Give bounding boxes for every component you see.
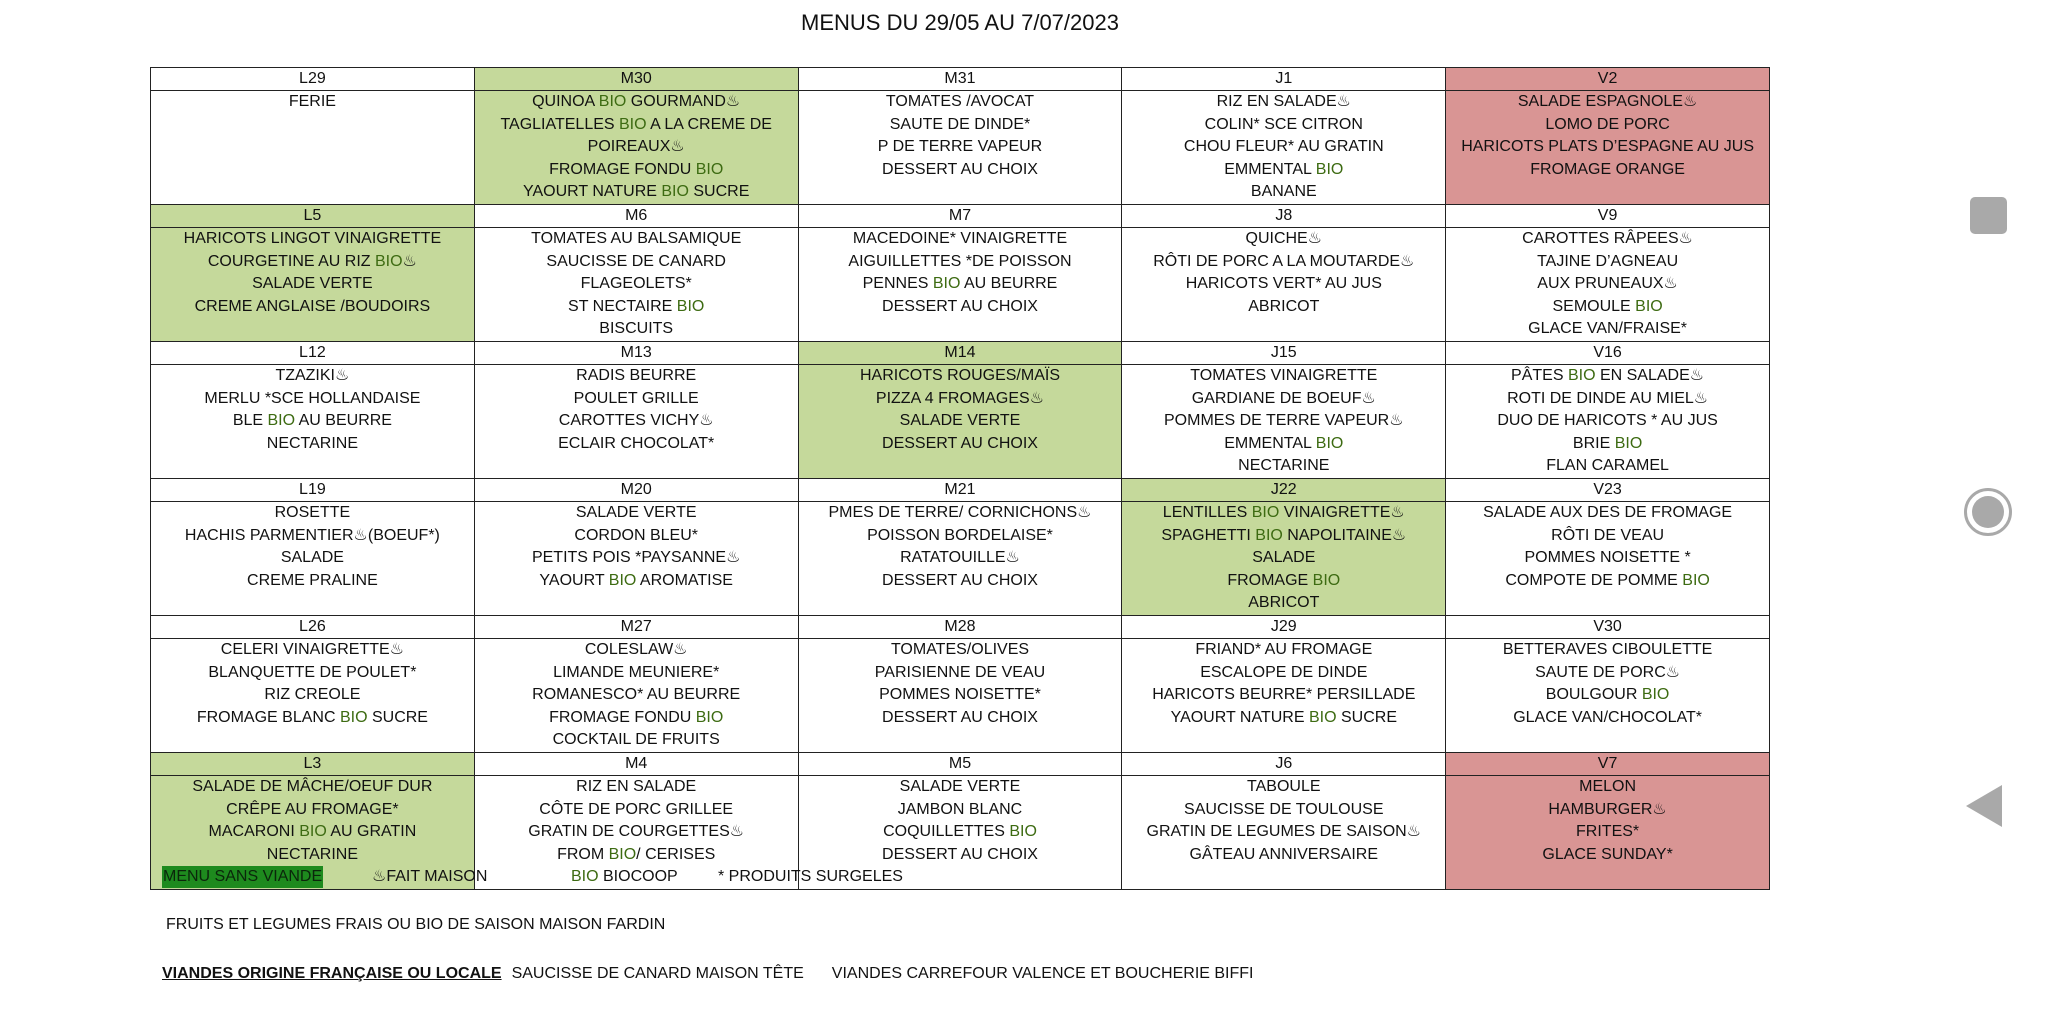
bio-tag: BIO [661,183,689,200]
menu-table [150,67,1770,890]
menu-item: ROTI DE DINDE AU MIEL♨ [1507,389,1709,407]
week-menu-row [151,502,1770,616]
menu-item: PENNES BIO AU BEURRE [862,275,1058,292]
day-label: L3 [151,753,475,776]
menu-item: BETTERAVES CIBOULETTE [1502,641,1713,658]
menu-item: FROMAGE BIO [1227,571,1341,589]
menu-item: POMMES NOISETTE * [1524,549,1691,566]
menu-item: SAUTE DE DINDE* [889,115,1031,133]
bio-tag: BIO [608,571,637,589]
menu-item: BLE BIO AU BEURRE [232,412,392,429]
menu-item: SALADE AUX DES DE FROMAGE [1483,504,1733,521]
day-label: J22 [1122,479,1446,502]
menu-item: DESSERT AU CHOIX [882,571,1038,589]
menu-item: SALADE [280,549,344,566]
menu-item: PETITS POIS *PAYSANNE♨ [531,549,741,566]
legend-fait-maison: ♨FAIT MAISON [372,868,488,885]
week-header-row [151,342,1770,365]
week-menu-row [151,91,1770,205]
menu-item: DESSERT AU CHOIX [882,845,1038,863]
menu-item: EMMENTAL BIO [1224,434,1344,452]
menu-item: SALADE VERTE [575,504,697,521]
menu-item: RÔTI DE VEAU [1551,526,1665,544]
day-label: J15 [1122,342,1446,365]
menu-item: FROMAGE ORANGE [1530,160,1685,178]
menu-item: BANANE [1250,183,1317,200]
menu-item: DESSERT AU CHOIX [882,160,1038,178]
day-label: M5 [798,753,1122,776]
day-menu [798,365,1122,479]
day-menu [1446,776,1770,890]
day-label: L12 [151,342,475,365]
menu-item: BLANQUETTE DE POULET* [208,663,417,681]
footer-saucisse: SAUCISSE DE CANARD MAISON TÊTE [511,965,804,982]
day-label: J6 [1122,753,1446,776]
menu-item: SALADE VERTE [899,412,1021,429]
legend-surgeles: * PRODUITS SURGELES [718,868,903,885]
day-menu [151,365,475,479]
menu-item: TOMATES VINAIGRETTE [1190,367,1378,384]
day-label: M28 [798,616,1122,639]
day-menu [1122,365,1446,479]
menu-item: RIZ CREOLE [264,686,361,703]
menu-item: ESCALOPE DE DINDE [1200,663,1368,681]
day-menu [474,639,798,753]
day-label: J29 [1122,616,1446,639]
day-label: V2 [1446,68,1770,91]
menu-item: CRÊPE AU FROMAGE* [226,800,399,818]
day-label: L19 [151,479,475,502]
week-header-row [151,479,1770,502]
menu-item: CREME ANGLAISE /BOUDOIRS [194,297,431,315]
menu-item: HARICOTS VERT* AU JUS [1185,275,1382,292]
menu-item: SAUTE DE PORC♨ [1535,663,1681,681]
menu-item: PIZZA 4 FROMAGES♨ [875,389,1045,407]
menu-item: DUO DE HARICOTS * AU JUS [1497,412,1718,429]
menu-item: HARICOTS ROUGES/MAÏS [859,367,1060,384]
menu-item: NECTARINE [266,434,359,452]
menu-item: TOMATES/OLIVES [890,641,1030,658]
bio-tag: BIO [299,823,327,840]
menu-item: FRITES* [1576,823,1640,840]
day-label: M20 [474,479,798,502]
menu-item: RADIS BEURRE [576,367,697,384]
bio-tag: BIO [695,708,724,726]
menu-item: QUINOA BIO GOURMAND♨ [532,93,741,110]
legend-bio-word: BIO [571,868,599,885]
footer-carrefour: VIANDES CARREFOUR VALENCE ET BOUCHERIE BIFFI [831,965,1254,982]
day-label: M4 [474,753,798,776]
week-header-row [151,753,1770,776]
footer-fruits: FRUITS ET LEGUMES FRAIS OU BIO DE SAISON MAISON FARDIN [166,916,666,933]
menu-item: SALADE VERTE [899,778,1021,795]
menu-item: RATATOUILLE♨ [900,549,1020,566]
menu-item: COURGETINE AU RIZ BIO♨ [207,252,417,270]
menu-item: SPAGHETTI BIO NAPOLITAINE♨ [1161,526,1407,544]
menu-item: COQUILLETTES BIO [883,823,1037,840]
menu-item: SEMOULE BIO [1552,297,1663,315]
bio-tag: BIO [1641,686,1670,703]
menu-item: FROMAGE FONDU BIO [549,708,724,726]
day-label: V7 [1446,753,1770,776]
bio-tag: BIO [619,115,647,133]
menu-item: BOULGOUR BIO [1545,686,1670,703]
menu-item: TOMATES AU BALSAMIQUE [531,230,742,247]
day-menu [798,502,1122,616]
menu-item: ROMANESCO* AU BEURRE [532,686,741,703]
menu-item: RIZ EN SALADE♨ [1216,93,1351,110]
menu-item: PÂTES BIO EN SALADE♨ [1511,367,1705,384]
menu-item: HARICOTS LINGOT VINAIGRETTE [183,230,442,247]
day-menu [151,228,475,342]
menu-item: TZAZIKI♨ [275,367,350,384]
menu-item: DESSERT AU CHOIX [882,708,1038,726]
menu-item: PMES DE TERRE/ CORNICHONS♨ [828,504,1092,521]
menu-item: BRIE BIO [1572,434,1643,452]
menu-item: QUICHE♨ [1245,230,1323,247]
bio-tag: BIO [1567,367,1596,384]
day-menu [1122,776,1446,890]
menu-item: POMMES NOISETTE* [879,686,1041,703]
menu-item: LOMO DE PORC [1545,115,1670,133]
menu-item: ROSETTE [274,504,351,521]
week-header-row [151,616,1770,639]
day-label: J8 [1122,205,1446,228]
day-menu [474,91,798,205]
nav-square-icon[interactable] [1970,197,2007,234]
day-label: L26 [151,616,475,639]
menu-item: LIMANDE MEUNIERE* [553,663,720,681]
menu-item: YAOURT BIO AROMATISE [539,571,733,589]
menu-item: LENTILLES BIO VINAIGRETTE♨ [1162,504,1405,521]
legend-menu-sans-viande: MENU SANS VIANDE [162,866,323,888]
menu-item: SALADE [1252,549,1316,566]
menu-item: TAGLIATELLES BIO A LA CREME DE [500,115,772,133]
day-menu [1122,639,1446,753]
bio-tag: BIO [676,297,705,315]
bio-tag: BIO [1255,526,1283,544]
day-menu [474,365,798,479]
menu-item: TAJINE D’AGNEAU [1537,252,1679,270]
week-header-row [151,205,1770,228]
day-label: M14 [798,342,1122,365]
menu-item: COLIN* SCE CITRON [1204,115,1363,133]
day-menu [798,228,1122,342]
menu-item: YAOURT NATURE BIO SUCRE [522,183,750,200]
menu-item: GLACE SUNDAY* [1542,845,1673,863]
menu-item: CHOU FLEUR* AU GRATIN [1183,138,1384,155]
menu-item: GRATIN DE LEGUMES DE SAISON♨ [1146,823,1422,840]
legend-bio-label: BIOCOOP [598,868,678,885]
menu-item: GÂTEAU ANNIVERSAIRE [1189,845,1379,863]
menu-item: POIREAUX♨ [587,138,685,155]
day-menu [1122,91,1446,205]
day-label: L29 [151,68,475,91]
menu-item: AIGUILLETTES *DE POISSON [848,252,1072,270]
menu-item: HAMBURGER♨ [1548,800,1667,818]
menu-item: HARICOTS BEURRE* PERSILLADE [1152,686,1416,703]
menu-item: NECTARINE [1238,457,1330,474]
menu-item: MELON [1579,778,1637,795]
day-label: M30 [474,68,798,91]
day-menu [1446,228,1770,342]
day-label: V23 [1446,479,1770,502]
menu-item: FLAGEOLETS* [580,275,692,292]
menu-item: FROM BIO/ CERISES [557,845,716,863]
menu-item: FRIAND* AU FROMAGE [1195,641,1373,658]
bio-tag: BIO [1312,571,1341,589]
footer-viandes-title: VIANDES ORIGINE FRANÇAISE OU LOCALE [162,965,502,982]
menu-item: CAROTTES RÂPEES♨ [1522,230,1693,247]
bio-tag: BIO [1009,823,1037,840]
menu-item: ST NECTAIRE BIO [568,297,705,315]
bio-tag: BIO [267,412,296,429]
menu-item: GLACE VAN/FRAISE* [1528,320,1688,337]
menu-item: CORDON BLEU* [574,526,698,544]
week-menu-row [151,365,1770,479]
menu-item: HACHIS PARMENTIER♨(BOEUF*) [184,526,440,544]
bio-tag: BIO [1251,504,1280,521]
day-menu [1122,228,1446,342]
menu-item: GLACE VAN/CHOCOLAT* [1513,708,1702,726]
week-menu-row [151,639,1770,753]
day-label: V16 [1446,342,1770,365]
menu-item: HARICOTS PLATS D’ESPAGNE AU JUS [1461,138,1754,155]
bio-tag: BIO [1315,434,1344,452]
menu-item: BISCUITS [599,320,674,337]
menu-item: CREME PRALINE [247,571,378,589]
bio-tag: BIO [598,93,627,110]
day-menu [798,91,1122,205]
menu-item: MERLU *SCE HOLLANDAISE [204,389,421,407]
menu-item: TABOULE [1247,778,1321,795]
menu-item: SALADE VERTE [252,275,373,292]
menu-item: POULET GRILLE [573,389,699,407]
bio-tag: BIO [1635,297,1663,315]
menu-item: COMPOTE DE POMME BIO [1505,571,1710,589]
nav-home-icon[interactable] [1964,488,2012,536]
day-menu [1446,365,1770,479]
bio-tag: BIO [339,708,368,726]
menu-item: EMMENTAL BIO [1224,160,1344,178]
menu-item: SALADE ESPAGNOLE♨ [1517,93,1698,110]
day-label: M7 [798,205,1122,228]
bio-tag: BIO [375,252,403,270]
day-menu [474,502,798,616]
week-header-row [151,68,1770,91]
day-label: V9 [1446,205,1770,228]
day-menu [151,502,475,616]
bio-tag: BIO [1614,434,1643,452]
menu-item: SALADE DE MÂCHE/OEUF DUR [192,778,433,795]
menu-item: GARDIANE DE BOEUF♨ [1191,389,1376,407]
day-label: M21 [798,479,1122,502]
menu-item: ECLAIR CHOCOLAT* [558,434,715,452]
footer-viandes [162,963,1253,985]
day-label: M27 [474,616,798,639]
menu-item: RIZ EN SALADE [576,778,697,795]
bio-tag: BIO [1315,160,1344,178]
bio-tag: BIO [932,275,961,292]
day-menu [1446,502,1770,616]
menu-table-body [151,68,1770,890]
day-label: M6 [474,205,798,228]
bio-tag: BIO [608,845,637,863]
menu-item: P DE TERRE VAPEUR [877,138,1043,155]
bio-tag: BIO [1682,571,1710,589]
menu-item: RÔTI DE PORC A LA MOUTARDE♨ [1153,252,1415,270]
nav-back-icon[interactable] [1966,785,2002,827]
menu-item: GRATIN DE COURGETTES♨ [528,823,745,840]
day-menu [1446,91,1770,205]
day-label: L5 [151,205,475,228]
menu-item: FROMAGE FONDU BIO [549,160,724,178]
menu-item: NECTARINE [266,845,359,863]
day-menu [798,639,1122,753]
menu-item: FROMAGE BLANC BIO SUCRE [196,708,428,726]
menu-item: POISSON BORDELAISE* [867,526,1053,544]
week-menu-row [151,228,1770,342]
menu-item: ABRICOT [1248,594,1320,611]
menu-item: CELERI VINAIGRETTE♨ [220,641,405,658]
day-label: M31 [798,68,1122,91]
menu-item: YAOURT NATURE BIO SUCRE [1170,708,1397,726]
menu-item: COLESLAW♨ [584,641,688,658]
day-menu [1122,502,1446,616]
page-title: MENUS DU 29/05 AU 7/07/2023 [801,10,1119,35]
menu-item: DESSERT AU CHOIX [882,297,1038,315]
day-menu [151,639,475,753]
legend-bio [571,866,678,888]
menu-item: SAUCISSE DE CANARD [546,252,726,270]
menu-item: CAROTTES VICHY♨ [558,412,714,429]
menu-item: PARISIENNE DE VEAU [874,663,1046,681]
day-menu [1446,639,1770,753]
day-label: M13 [474,342,798,365]
day-label: J1 [1122,68,1446,91]
menu-item: MACARONI BIO AU GRATIN [208,823,417,840]
menu-item: CÔTE DE PORC GRILLEE [539,800,734,818]
menu-item: DESSERT AU CHOIX [882,434,1038,452]
menu-item: JAMBON BLANC [897,800,1023,818]
menu-item: ABRICOT [1248,297,1320,315]
menu-item: FERIE [288,93,336,110]
menu-item: TOMATES /AVOCAT [885,93,1035,110]
menu-item: AUX PRUNEAUX♨ [1537,275,1678,292]
menu-item: POMMES DE TERRE VAPEUR♨ [1164,412,1404,429]
menu-item: COCKTAIL DE FRUITS [552,731,720,748]
menu-item: FLAN CARAMEL [1546,457,1669,474]
menu-item: MACEDOINE* VINAIGRETTE [852,230,1068,247]
day-label: V30 [1446,616,1770,639]
bio-tag: BIO [1308,708,1337,726]
menu-item: SAUCISSE DE TOULOUSE [1184,800,1384,818]
day-menu [474,228,798,342]
day-menu [151,91,475,205]
bio-tag: BIO [695,160,724,178]
